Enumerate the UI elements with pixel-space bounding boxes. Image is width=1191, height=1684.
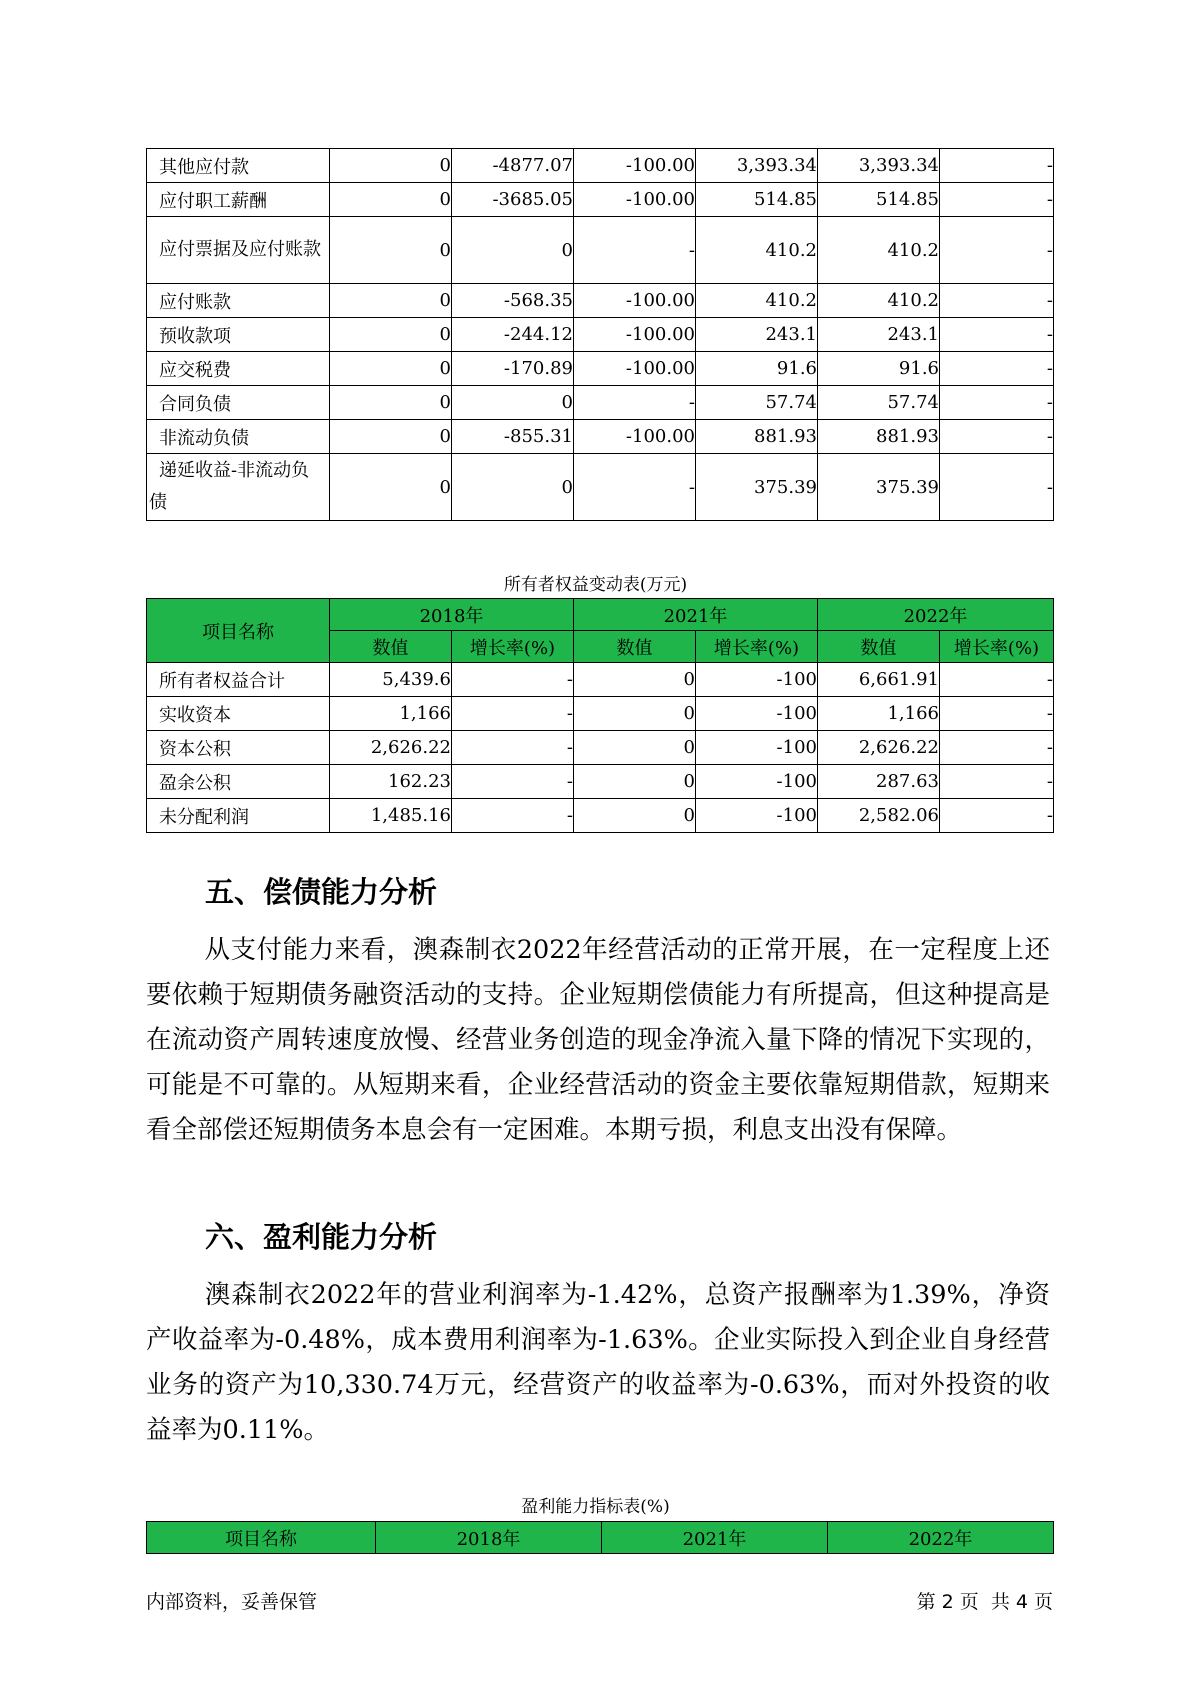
- column-header-item-name: 项目名称: [147, 1522, 376, 1554]
- cell: 410.2: [818, 217, 940, 284]
- cell: -3685.05: [452, 183, 574, 217]
- cell: 1,166: [330, 697, 452, 731]
- cell: -: [940, 765, 1054, 799]
- cell: -100: [696, 765, 818, 799]
- cell: 2,626.22: [330, 731, 452, 765]
- table-row: [147, 183, 1054, 217]
- table-row: [147, 697, 1054, 731]
- cell: 0: [452, 386, 574, 420]
- paragraph: [146, 928, 1050, 1153]
- cell: -100.00: [574, 149, 696, 183]
- cell: 2,626.22: [818, 731, 940, 765]
- cell: 1,166: [818, 697, 940, 731]
- page-number: 第 2 页 共 4 页: [916, 1591, 1053, 1613]
- cell: -855.31: [452, 420, 574, 454]
- row-label: 应付账款: [147, 284, 330, 318]
- table-header-row: [147, 1522, 1054, 1554]
- cell: -4877.07: [452, 149, 574, 183]
- cell: 375.39: [696, 454, 818, 521]
- cell: -: [574, 217, 696, 284]
- column-header-year: 2022年: [828, 1522, 1054, 1554]
- cell: 0: [330, 149, 452, 183]
- cell: -: [452, 663, 574, 697]
- column-header-value: 数值: [818, 631, 940, 663]
- cell: -170.89: [452, 352, 574, 386]
- equity-table-caption: 所有者权益变动表(万元): [503, 575, 688, 595]
- row-label: 应付职工薪酬: [147, 183, 330, 217]
- cell: -100.00: [574, 183, 696, 217]
- equity-table: [146, 598, 1054, 833]
- table-row: [147, 318, 1054, 352]
- column-header-item-name: 项目名称: [147, 599, 330, 663]
- cell: -: [452, 697, 574, 731]
- row-label: 合同负债: [147, 386, 330, 420]
- column-header-year: 2018年: [376, 1522, 602, 1554]
- cell: -: [940, 454, 1054, 521]
- table-row: [147, 284, 1054, 318]
- cell: -244.12: [452, 318, 574, 352]
- cell: 3,393.34: [696, 149, 818, 183]
- cell: -: [940, 420, 1054, 454]
- table-row: [147, 663, 1054, 697]
- column-header-growth: 增长率(%): [940, 631, 1054, 663]
- cell: 0: [330, 386, 452, 420]
- column-header-value: 数值: [574, 631, 696, 663]
- cell: 0: [574, 663, 696, 697]
- cell: 162.23: [330, 765, 452, 799]
- cell: 881.93: [818, 420, 940, 454]
- cell: 243.1: [696, 318, 818, 352]
- cell: 375.39: [818, 454, 940, 521]
- table-row: [147, 454, 1054, 521]
- cell: 6,661.91: [818, 663, 940, 697]
- cell: 0: [330, 352, 452, 386]
- cell: -: [940, 386, 1054, 420]
- column-header-year: 2018年: [330, 599, 574, 631]
- cell: 91.6: [818, 352, 940, 386]
- column-header-growth: 增长率(%): [696, 631, 818, 663]
- cell: 0: [574, 765, 696, 799]
- table-header-row: [147, 599, 1054, 631]
- cell: -100: [696, 799, 818, 833]
- paragraph-text: 澳森制衣2022年的营业利润率为-1.42%，总资产报酬率为1.39%，净资产收益率为-0.48%，成本费用利润率为-1.63%。企业实际投入到企业自身经营业务的资产为10,330.74万元，经营资产的收益率为-0.63%，而对外投资的收益率为0.11%。: [146, 1280, 1050, 1445]
- table-row: [147, 386, 1054, 420]
- cell: 57.74: [818, 386, 940, 420]
- footer-left: 内部资料，妥善保管: [146, 1591, 318, 1613]
- cell: 410.2: [696, 284, 818, 318]
- cell: 410.2: [818, 284, 940, 318]
- profit-table-caption: 盈利能力指标表(%): [521, 1497, 670, 1517]
- cell: 3,393.34: [818, 149, 940, 183]
- cell: 0: [330, 284, 452, 318]
- table-row: [147, 420, 1054, 454]
- cell: -100.00: [574, 352, 696, 386]
- cell: 0: [574, 799, 696, 833]
- cell: -: [574, 454, 696, 521]
- cell: 1,485.16: [330, 799, 452, 833]
- cell: -: [940, 149, 1054, 183]
- table-row: [147, 731, 1054, 765]
- table-row: [147, 149, 1054, 183]
- cell: -100.00: [574, 420, 696, 454]
- cell: 0: [330, 217, 452, 284]
- column-header-growth: 增长率(%): [452, 631, 574, 663]
- cell: -100: [696, 663, 818, 697]
- cell: 0: [330, 318, 452, 352]
- cell: 287.63: [818, 765, 940, 799]
- paragraph: [146, 1273, 1050, 1453]
- cell: -: [940, 799, 1054, 833]
- cell: 0: [330, 183, 452, 217]
- row-label: 应付票据及应付账款: [147, 217, 330, 284]
- cell: 0: [452, 454, 574, 521]
- row-label: 未分配利润: [147, 799, 330, 833]
- cell: 57.74: [696, 386, 818, 420]
- row-label: 资本公积: [147, 731, 330, 765]
- cell: 0: [574, 697, 696, 731]
- section-heading: 五、偿债能力分析: [205, 875, 438, 909]
- cell: 514.85: [818, 183, 940, 217]
- cell: 0: [574, 731, 696, 765]
- cell: 881.93: [696, 420, 818, 454]
- cell: 514.85: [696, 183, 818, 217]
- cell: -: [940, 318, 1054, 352]
- cell: -: [452, 731, 574, 765]
- column-header-year: 2022年: [818, 599, 1054, 631]
- cell: 0: [330, 420, 452, 454]
- cell: -: [940, 697, 1054, 731]
- cell: -: [940, 217, 1054, 284]
- cell: 0: [452, 217, 574, 284]
- cell: -: [940, 352, 1054, 386]
- liability-table: [146, 148, 1054, 521]
- cell: -100.00: [574, 284, 696, 318]
- cell: -568.35: [452, 284, 574, 318]
- row-label: 非流动负债: [147, 420, 330, 454]
- cell: -: [940, 663, 1054, 697]
- cell: 5,439.6: [330, 663, 452, 697]
- row-label: 实收资本: [147, 697, 330, 731]
- table-row: [147, 765, 1054, 799]
- row-label: 应交税费: [147, 352, 330, 386]
- table-row: [147, 217, 1054, 284]
- cell: -: [940, 284, 1054, 318]
- column-header-value: 数值: [330, 631, 452, 663]
- cell: -: [452, 799, 574, 833]
- cell: -: [940, 731, 1054, 765]
- cell: 410.2: [696, 217, 818, 284]
- paragraph-text: 从支付能力来看，澳森制衣2022年经营活动的正常开展，在一定程度上还要依赖于短期债务融资活动的支持。企业短期偿债能力有所提高，但这种提高是在流动资产周转速度放慢、经营业务创造的现金净流入量下降的情况下实现的，可能是不可靠的。从短期来看，企业经营活动的资金主要依靠短期借款，短期来看全部偿还短期债务本息会有一定困难。本期亏损，利息支出没有保障。: [146, 935, 1050, 1145]
- cell: -: [940, 183, 1054, 217]
- column-header-year: 2021年: [574, 599, 818, 631]
- row-label: 其他应付款: [147, 149, 330, 183]
- cell: -100: [696, 697, 818, 731]
- cell: -: [574, 386, 696, 420]
- row-label: 递延收益-非流动负债: [147, 454, 330, 521]
- section-heading: 六、盈利能力分析: [205, 1220, 438, 1254]
- cell: 2,582.06: [818, 799, 940, 833]
- table-row: [147, 352, 1054, 386]
- cell: -100.00: [574, 318, 696, 352]
- column-header-year: 2021年: [602, 1522, 828, 1554]
- cell: -: [452, 765, 574, 799]
- cell: 243.1: [818, 318, 940, 352]
- row-label: 盈余公积: [147, 765, 330, 799]
- cell: -100: [696, 731, 818, 765]
- cell: 0: [330, 454, 452, 521]
- cell: 91.6: [696, 352, 818, 386]
- profit-table: [146, 1521, 1054, 1554]
- table-row: [147, 799, 1054, 833]
- row-label: 所有者权益合计: [147, 663, 330, 697]
- row-label: 预收款项: [147, 318, 330, 352]
